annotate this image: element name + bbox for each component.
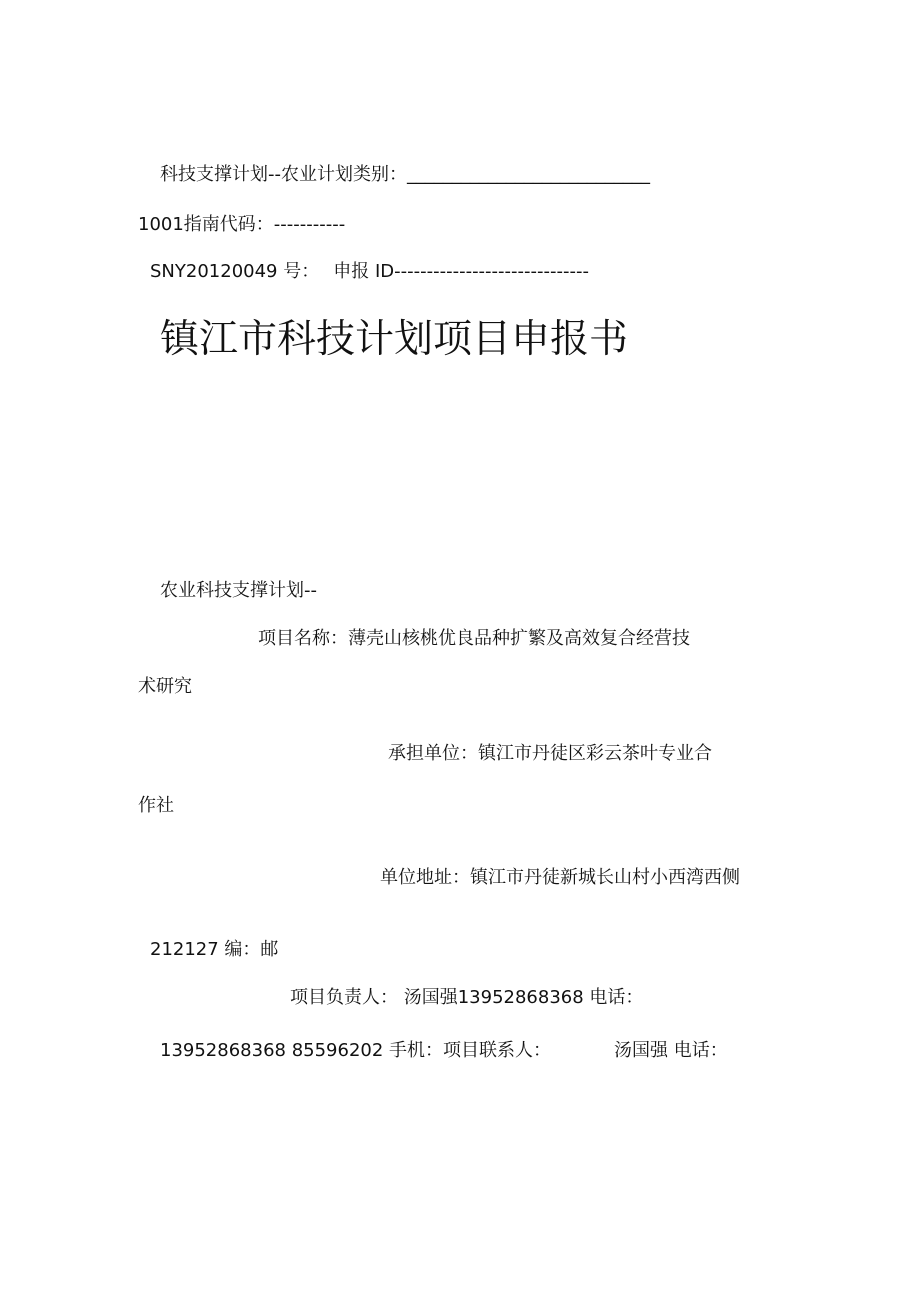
project-name-line: 项目名称：薄壳山核桃优良品种扩繁及高效复合经营技 <box>258 628 690 649</box>
undertaking-unit-continuation: 作社 <box>138 795 174 816</box>
application-id: 申报 ID------------------------------ <box>333 261 589 282</box>
contact-person-line: 汤国强 电话： <box>614 1040 728 1061</box>
document-title: 镇江市科技计划项目申报书 <box>160 317 629 362</box>
plan-category-line: 科技支撑计划--农业计划类别：___________________________ <box>160 164 650 185</box>
project-name-continuation: 术研究 <box>138 676 192 697</box>
undertaking-unit-line: 承担单位：镇江市丹徒区彩云茶叶专业合 <box>388 743 712 764</box>
postcode-line: 212127 编：邮 <box>150 939 279 960</box>
project-leader-line: 项目负责人： 汤国强13952868368 电话： <box>290 987 644 1008</box>
application-id-line <box>150 260 589 284</box>
plan-type-line: 农业科技支撑计划-- <box>160 580 317 601</box>
guide-code-line: 1001指南代码：----------- <box>138 214 346 235</box>
unit-address-line: 单位地址：镇江市丹徒新城长山村小西湾西侧 <box>380 867 740 888</box>
contact-numbers-line: 13952868368 85596202 手机：项目联系人： <box>160 1040 552 1061</box>
project-number: SNY20120049 号： <box>150 261 320 282</box>
